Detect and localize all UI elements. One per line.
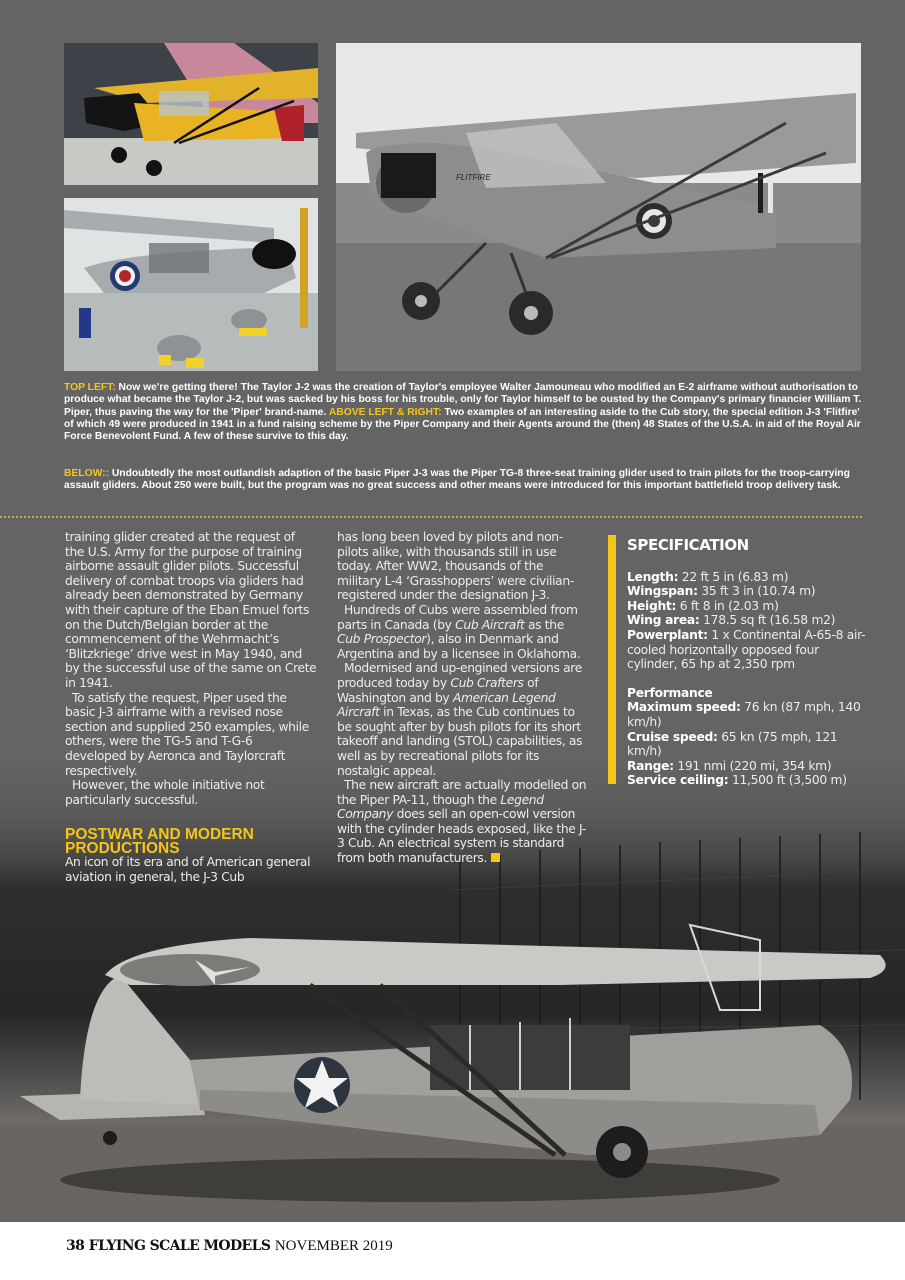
photo-flitfire-museum <box>64 198 318 371</box>
spec-value: 191 nmi (220 mi, 354 km) <box>673 758 832 773</box>
caption-lead-top-left: TOP LEFT: <box>64 382 116 393</box>
spec-label: Height: <box>627 598 677 613</box>
text-run: ), also in Denmark and Argentina and by a licensee in Oklahoma. <box>337 632 581 661</box>
flitfire-field-illustration <box>336 43 861 371</box>
italic-text: Cub Aircraft <box>455 617 525 632</box>
italic-text: Cub Crafters <box>450 675 524 690</box>
spec-label: Service ceiling: <box>627 773 729 788</box>
flitfire-nose-text: FLITFIRE <box>456 173 491 182</box>
spec-label: Maximum speed: <box>627 700 741 715</box>
photo-taylor-j2 <box>64 43 318 185</box>
paragraph <box>337 661 589 778</box>
section-heading: POSTWAR AND MODERN PRODUCTIONS <box>65 826 254 857</box>
paragraph: has long been loved by pilots and non-pilots alike, with thousands still in use today. After WW2, thousands of the military L-4 ‘Grasshoppers’ were civilian-registered under the designation J-3. <box>337 530 574 603</box>
caption-text-top-left: Now we're getting there! The Taylor J-2 was the creation of Taylor's employee Walter Jamouneau who modified an E-2 airframe without authorisation to produce what became the Taylor J-2, but was sacked by his boss for his trouble, only for Taylor himself to be ousted by the Company's primary financier William T. Piper, thus paving the way for the 'Piper' brand-name. <box>64 382 862 418</box>
italic-text: Cub Prospector <box>337 632 427 647</box>
photo-flitfire-field <box>336 43 861 371</box>
flitfire-museum-illustration <box>64 198 318 371</box>
caption-lead-above-left-right: ABOVE LEFT & RIGHT: <box>328 406 442 418</box>
spec-value: 35 ft 3 in (10.74 m) <box>697 584 816 599</box>
spec-value: 22 ft 5 in (6.83 m) <box>678 569 789 584</box>
italic-text: Legend Company <box>337 792 544 822</box>
specification-title: SPECIFICATION <box>627 536 749 554</box>
spec-row-service-ceiling <box>627 773 868 788</box>
spec-label: Wingspan: <box>627 584 698 599</box>
spec-row-cruise-speed <box>627 730 868 759</box>
paragraph <box>337 603 589 661</box>
paragraph: To satisfy the request, Piper used the basic J-3 airframe with a revised nose section and supplied 250 examples, while others, were the TG-5 and T-G-6 developed by Aeronca and Taylorcraft respectively. <box>65 690 309 778</box>
spec-row-height <box>627 599 868 614</box>
spec-value: 6 ft 8 in (2.03 m) <box>676 598 779 613</box>
text-run: Hundreds of Cubs were assembled from parts in Canada (by <box>337 602 578 632</box>
spec-row-powerplant <box>627 628 868 672</box>
spec-row-range <box>627 759 868 774</box>
article-column-2 <box>337 530 589 866</box>
taylor-j2-illustration <box>64 43 318 185</box>
spec-label: Cruise speed: <box>627 729 718 744</box>
caption-text-above-left-right: Two examples of an interesting aside to the Cub story, the special edition J-3 'Flitfire' of which 49 were produced in 1941 in a fund raising scheme by the Piper Company and their Agents around the (then) 48 States of the U.S.A. in aid of the Royal Air Force Benevolent Fund. A few of these survive to this day. <box>64 406 861 443</box>
end-of-article-mark-icon <box>491 853 500 862</box>
specification-box <box>608 535 868 788</box>
text-run: The new aircraft are actually modelled on the Piper PA-11, though the <box>337 778 587 807</box>
spec-row-length <box>627 570 868 585</box>
spec-value: 76 kn (87 mph, 140 km/h) <box>627 700 861 729</box>
caption-top-photos <box>64 382 864 443</box>
spec-label: Range: <box>627 758 674 773</box>
page-number: 38 <box>66 1238 85 1254</box>
spec-label: Wing area: <box>627 613 700 628</box>
performance-title: Performance <box>627 685 713 700</box>
issue-date: NOVEMBER 2019 <box>274 1238 393 1254</box>
caption-lead-below: BELOW:: <box>64 468 109 479</box>
text-run: in Texas, as the Cub continues to be sought after by bush pilots for its short takeoff and landing (STOL) capabilities, as well as by recreational pilots for its nostalgic appeal. <box>337 705 583 778</box>
spec-row-wingspan <box>627 584 868 599</box>
spec-value: 11,500 ft (3,500 m) <box>728 773 847 788</box>
dotted-divider <box>0 516 862 518</box>
paragraph: An icon of its era and of American general aviation in general, the J-3 Cub <box>65 855 311 884</box>
caption-below-photo <box>64 468 864 493</box>
spec-value: 65 kn (75 mph, 121 km/h) <box>627 729 838 759</box>
spec-value: 1 x Continental A-65-8 air-cooled horizontally opposed four cylinder, 65 hp at 2,350 rpm <box>627 627 866 672</box>
spec-row-wing-area <box>627 613 868 628</box>
magazine-title: FLYING SCALE MODELS <box>88 1238 271 1254</box>
spec-label: Length: <box>627 569 679 584</box>
spec-label: Powerplant: <box>627 627 708 642</box>
article-column-1 <box>65 530 317 884</box>
text-run: Modernised and up-engined versions are produced today by <box>337 661 582 690</box>
spec-row-max-speed <box>627 700 868 729</box>
text-run: of Washington and by <box>337 675 539 705</box>
page-footer <box>66 1238 393 1255</box>
caption-text-below: Undoubtedly the most outlandish adaption of the basic Piper J-3 was the Piper TG-8 three-seat training glider used to train pilots for the troop-carrying assault gliders. About 250 were built, but the program was no great success and other means were introduced for this important battlefield troop delivery task. <box>64 468 850 492</box>
paragraph: However, the whole initiative not particularly successful. <box>65 778 265 807</box>
italic-text: American Legend Aircraft <box>337 690 556 720</box>
spec-value: 178.5 sq ft (16.58 m2) <box>699 613 836 628</box>
text-run: as the <box>524 617 564 632</box>
paragraph <box>337 778 589 866</box>
paragraph: training glider created at the request of the U.S. Army for the purpose of training airborne assault glider pilots. Successful delivery of combat troops via gliders had already been demonstrated by Germany with their capture of the Eban Emuel forts on the Dutch/Belgian border at the commencement of the Wehrmacht’s ‘Blitzkriege’ drive west in May 1940, and by the successful use of the same on Crete in 1941. <box>65 530 317 690</box>
text-run: does sell an open-cowl version with the cylinder heads exposed, like the J-3 Cub. An electrical system is standard from both manufacturers. <box>337 807 586 866</box>
